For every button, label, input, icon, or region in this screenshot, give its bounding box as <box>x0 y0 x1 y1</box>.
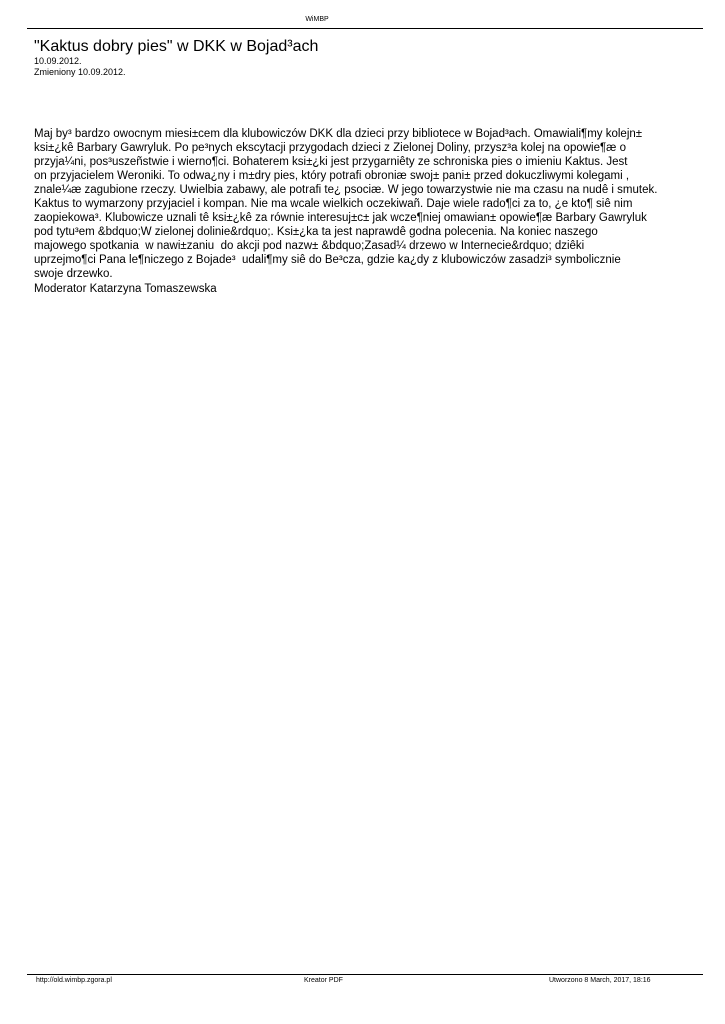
footer-generator: Kreator PDF <box>304 977 343 984</box>
article-title: "Kaktus dobry pies" w DKK w Bojad³ach <box>34 38 319 55</box>
site-name-header: WiMBP <box>305 16 329 23</box>
header-divider <box>27 28 703 29</box>
article-body-line: Kaktus to wymarzony przyjaciel i kompan. Nie ma wcale wielkich oczekiwañ. Daje wiele rado¶ci za to, ¿e kto¶ siê nim <box>34 198 633 211</box>
article-date-modified: Zmieniony 10.09.2012. <box>34 67 126 77</box>
article-body-line: swoje drzewko. <box>34 268 113 281</box>
article-body-line: on przyjacielem Weroniki. To odwa¿ny i m±dry pies, który potrafi obroniæ swoj± pani± przed dokuczliwymi kolegami , <box>34 170 630 183</box>
footer-divider <box>27 974 703 975</box>
footer-created-date: Utworzono 8 March, 2017, 18:16 <box>549 977 651 984</box>
article-body-line: Maj by³ bardzo owocnym miesi±cem dla klubowiczów DKK dla dzieci przy bibliotece w Bojad³ach. Omawiali¶my kolejn± <box>34 128 643 140</box>
article-date-created: 10.09.2012. <box>34 56 82 66</box>
article-body-line: zaopiekowa³. Klubowicze uznali tê ksi±¿kê za równie interesuj±c± jak wcze¶niej omawian± opowie¶æ Barbary Gawryluk <box>34 212 647 225</box>
article-body <box>34 127 710 296</box>
article-body-line: znale¼æ zagubione rzeczy. Uwielbia zabawy, ale potrafi te¿ psociæ. W jego towarzystwie nie ma czasu na nudê i smutek. <box>34 184 658 197</box>
footer-url: http://old.wimbp.zgora.pl <box>36 977 112 984</box>
article-body-line: ksi±¿kê Barbary Gawryluk. Po pe³nych ekscytacji przygodach dzieci z Zielonej Doliny, przysz³a kolej na opowie¶æ o <box>34 142 626 155</box>
article-body-line: przyja¼ni, pos³uszeñstwie i wierno¶ci. Bohaterem ksi±¿ki jest przygarniêty ze schroniska pies o imieniu Kaktus. Jest <box>34 156 628 169</box>
article-body-line: pod tytu³em &bdquo;W zielonej dolinie&rdquo;. Ksi±¿ka ta jest naprawdê godna polecenia. Na koniec naszego <box>34 226 598 239</box>
article-moderator-line: Moderator Katarzyna Tomaszewska <box>34 282 217 295</box>
article-body-line: uprzejmo¶ci Pana le¶niczego z Bojade³ udali¶my siê do Be³cza, gdzie ka¿dy z klubowiczów zasadzi³ symbolicznie <box>34 254 621 267</box>
article-body-line: majowego spotkania w nawi±zaniu do akcji pod nazw± &bdquo;Zasad¼ drzewo w Internecie&rdquo; dziêki <box>34 240 585 253</box>
